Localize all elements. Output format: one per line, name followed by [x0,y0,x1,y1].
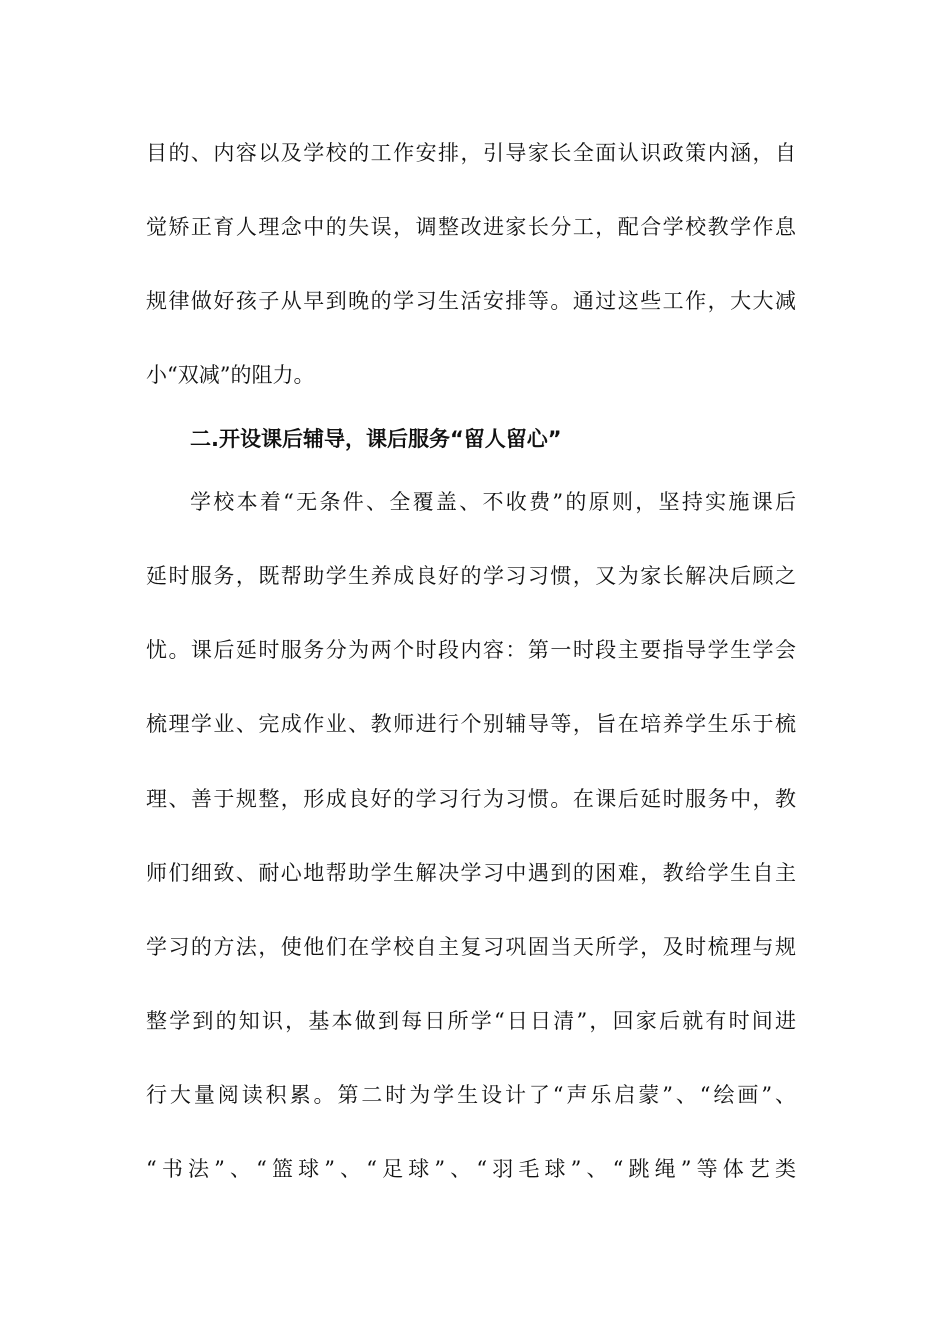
paragraph-line: 忧。课后延时服务分为两个时段内容：第一时段主要指导学生学会 [146,638,796,662]
section-heading: 二.开设课后辅导，课后服务“留人留心” [190,427,562,451]
paragraph-line: 觉矫正育人理念中的失误，调整改进家长分工，配合学校教学作息 [146,215,796,239]
paragraph-line: 学校本着“无条件、全覆盖、不收费”的原则，坚持实施课后 [190,490,796,514]
paragraph-line: 规律做好孩子从早到晚的学习生活安排等。通过这些工作，大大减 [146,289,796,313]
paragraph-line: 学习的方法，使他们在学校自主复习巩固当天所学，及时梳理与规 [146,935,796,959]
paragraph-line: 理、善于规整，形成良好的学习行为习惯。在课后延时服务中，教 [146,787,796,811]
paragraph-line: 延时服务，既帮助学生养成良好的学习习惯，又为家长解决后顾之 [146,564,796,588]
paragraph-line: “书法”、“篮球”、“足球”、“羽毛球”、“跳绳”等体艺类 [146,1157,796,1181]
paragraph-line: 小“双减”的阻力。 [146,363,315,387]
paragraph-line: 整学到的知识，基本做到每日所学“日日清”，回家后就有时间进 [146,1009,796,1033]
paragraph-line: 梳理学业、完成作业、教师进行个别辅导等，旨在培养学生乐于梳 [146,712,796,736]
paragraph-line: 师们细致、耐心地帮助学生解决学习中遇到的困难，教给学生自主 [146,861,796,885]
paragraph-line: 目的、内容以及学校的工作安排，引导家长全面认识政策内涵，自 [146,141,796,165]
paragraph-line: 行大量阅读积累。第二时为学生设计了“声乐启蒙”、“绘画”、 [146,1083,796,1107]
